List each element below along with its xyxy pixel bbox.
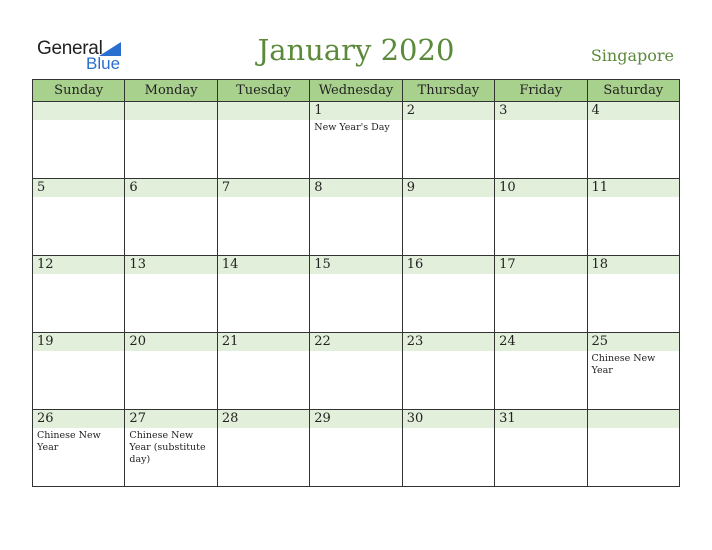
holiday-label: [218, 428, 309, 430]
day-cell[interactable]: [495, 333, 587, 410]
week-row: [33, 333, 680, 410]
day-cell[interactable]: [587, 410, 679, 487]
day-cell[interactable]: [217, 102, 309, 179]
day-number: 24: [495, 333, 586, 351]
holiday-label: [33, 197, 124, 199]
holiday-label: [33, 274, 124, 276]
day-cell[interactable]: [587, 256, 679, 333]
day-number: 20: [125, 333, 216, 351]
day-number: 22: [310, 333, 401, 351]
weekday-header: Wednesday: [310, 80, 402, 102]
day-cell[interactable]: [310, 102, 402, 179]
holiday-label: [33, 351, 124, 353]
logo-word-blue: Blue: [86, 54, 121, 73]
day-number: 3: [495, 102, 586, 120]
day-cell[interactable]: [33, 179, 125, 256]
weekday-header: Monday: [125, 80, 217, 102]
day-cell[interactable]: [402, 102, 494, 179]
day-number: 13: [125, 256, 216, 274]
day-number: [33, 102, 124, 120]
day-number: 4: [588, 102, 679, 120]
week-row: [33, 256, 680, 333]
day-cell[interactable]: [310, 256, 402, 333]
holiday-label: Chinese New Year: [37, 430, 101, 453]
day-number: 8: [310, 179, 401, 197]
holiday-label: [403, 197, 494, 199]
day-number: 2: [403, 102, 494, 120]
holiday-label: [218, 197, 309, 199]
week-row: [33, 102, 680, 179]
day-number: 18: [588, 256, 679, 274]
day-number: 19: [33, 333, 124, 351]
day-cell[interactable]: [33, 256, 125, 333]
day-number: 16: [403, 256, 494, 274]
day-cell[interactable]: [125, 256, 217, 333]
week-row: [33, 179, 680, 256]
weekday-header: Thursday: [402, 80, 494, 102]
day-cell[interactable]: [217, 333, 309, 410]
day-cell[interactable]: [33, 410, 125, 487]
day-cell[interactable]: [495, 410, 587, 487]
day-cell[interactable]: [402, 333, 494, 410]
day-cell[interactable]: [125, 102, 217, 179]
holiday-label: [495, 351, 586, 353]
day-number: 29: [310, 410, 401, 428]
day-cell[interactable]: [217, 179, 309, 256]
holiday-label: [495, 274, 586, 276]
day-number: [125, 102, 216, 120]
day-cell[interactable]: [402, 256, 494, 333]
holiday-label: New Year's Day: [314, 122, 390, 133]
holiday-label: [495, 197, 586, 199]
day-number: 28: [218, 410, 309, 428]
day-cell[interactable]: [310, 410, 402, 487]
day-number: [588, 410, 679, 428]
day-number: 11: [588, 179, 679, 197]
day-number: 12: [33, 256, 124, 274]
holiday-label: [495, 428, 586, 430]
holiday-label: [495, 120, 586, 122]
day-cell[interactable]: [310, 333, 402, 410]
day-cell[interactable]: [125, 179, 217, 256]
holiday-label: [125, 351, 216, 353]
logo-word-general: General: [37, 38, 103, 59]
day-cell[interactable]: [125, 333, 217, 410]
day-number: 10: [495, 179, 586, 197]
holiday-label: [588, 428, 679, 430]
holiday-label: Chinese New Year (substitute day): [129, 430, 206, 465]
day-number: 27: [125, 410, 216, 428]
calendar-grid: [32, 79, 680, 487]
holiday-label: [310, 197, 401, 199]
holiday-label: [218, 351, 309, 353]
day-cell[interactable]: [587, 179, 679, 256]
holiday-label: [403, 351, 494, 353]
day-cell[interactable]: [587, 102, 679, 179]
day-cell[interactable]: [495, 102, 587, 179]
day-number: 30: [403, 410, 494, 428]
day-number: 31: [495, 410, 586, 428]
day-cell[interactable]: [33, 102, 125, 179]
day-cell[interactable]: [587, 333, 679, 410]
day-number: [218, 102, 309, 120]
holiday-label: [588, 274, 679, 276]
holiday-label: [588, 197, 679, 199]
holiday-label: Chinese New Year: [591, 353, 656, 376]
holiday-label: [310, 351, 401, 353]
day-number: 9: [403, 179, 494, 197]
day-number: 1: [310, 102, 401, 120]
day-cell[interactable]: [217, 256, 309, 333]
day-number: 15: [310, 256, 401, 274]
holiday-label: [218, 120, 309, 122]
holiday-label: [125, 120, 216, 122]
weekday-header: Friday: [495, 80, 587, 102]
country-label: Singapore: [590, 46, 674, 65]
holiday-label: [403, 428, 494, 430]
day-number: 7: [218, 179, 309, 197]
page-title: January 2020: [257, 33, 455, 67]
day-cell[interactable]: [402, 410, 494, 487]
holiday-label: [125, 197, 216, 199]
weekday-header: Sunday: [33, 80, 125, 102]
day-cell[interactable]: [217, 410, 309, 487]
holiday-label: [588, 120, 679, 122]
holiday-label: [403, 274, 494, 276]
holiday-label: [310, 428, 401, 430]
holiday-label: [33, 120, 124, 122]
day-cell[interactable]: [33, 333, 125, 410]
holiday-label: [310, 274, 401, 276]
holiday-label: [218, 274, 309, 276]
day-cell[interactable]: [310, 179, 402, 256]
day-number: 25: [588, 333, 679, 351]
holiday-label: [125, 274, 216, 276]
day-number: 21: [218, 333, 309, 351]
day-number: 5: [33, 179, 124, 197]
day-number: 14: [218, 256, 309, 274]
holiday-label: [403, 120, 494, 122]
day-cell[interactable]: [495, 179, 587, 256]
day-cell[interactable]: [125, 410, 217, 487]
day-number: 26: [33, 410, 124, 428]
day-cell[interactable]: [495, 256, 587, 333]
weekday-header: Tuesday: [217, 80, 309, 102]
week-row: [33, 410, 680, 487]
day-number: 23: [403, 333, 494, 351]
weekday-header-row: [33, 80, 680, 102]
day-cell[interactable]: [402, 179, 494, 256]
day-number: 6: [125, 179, 216, 197]
weekday-header: Saturday: [587, 80, 679, 102]
day-number: 17: [495, 256, 586, 274]
